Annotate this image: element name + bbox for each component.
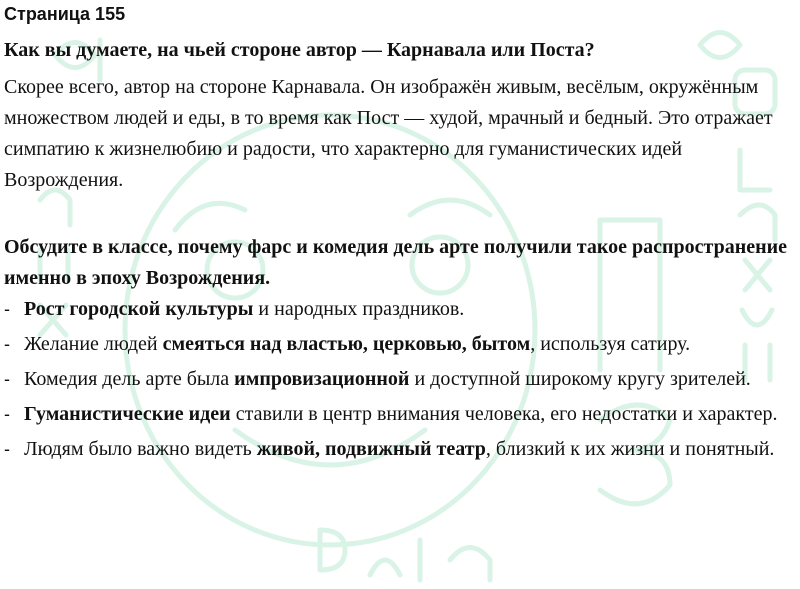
list-item — [4, 294, 800, 325]
page-title: Страница 155 — [4, 4, 126, 24]
bullet-dash: - — [4, 439, 10, 459]
list-item-text: и доступной широкому кругу зрителей. — [409, 368, 751, 390]
list-item-text: Комедия дель арте была — [24, 368, 235, 390]
list-item-bold: Рост городской культуры — [24, 298, 254, 320]
list-item-bold: Гуманистические идеи — [24, 403, 231, 425]
list-item-text: , используя сатиру. — [530, 333, 691, 355]
section-spacer — [4, 196, 800, 232]
list-item-bold: живой, подвижный театр — [256, 438, 486, 460]
list-item — [4, 364, 800, 395]
answer-1: Скорее всего, автор на стороне Карнавала. Он изображён живым, весёлым, окружённым множеством людей и еды, в то время как Пост — худой, мрачный и бедный. Это отражает симпатию к жизнелюбию и радости, что характерно для гуманистических идей Возрождения. — [4, 76, 773, 191]
bullet-dash: - — [4, 369, 10, 389]
answer-2-list — [4, 294, 800, 465]
list-item-bold: импровизационной — [234, 368, 410, 390]
question-2: Обсудите в классе, почему фарс и комедия дель арте получили такое распространение именно в эпоху Возрождения. — [4, 236, 788, 289]
bullet-dash: - — [4, 404, 10, 424]
list-item-text: и народных праздников. — [253, 298, 465, 320]
bullet-dash: - — [4, 334, 10, 354]
list-item-text: ставили в центр внимания человека, его недостатки и характер. — [230, 403, 778, 425]
list-item — [4, 399, 800, 430]
list-item — [4, 329, 800, 360]
question-1: Как вы думаете, на чьей стороне автор — Карнавала или Поста? — [4, 39, 595, 61]
list-item — [4, 434, 800, 465]
list-item-text: , близкий к их жизни и понятный. — [485, 438, 775, 460]
bullet-dash: - — [4, 299, 10, 319]
list-item-text: Желание людей — [24, 333, 163, 355]
list-item-text: Людям было важно видеть — [24, 438, 257, 460]
list-item-bold: смеяться над властью, церковью, бытом — [162, 333, 531, 355]
